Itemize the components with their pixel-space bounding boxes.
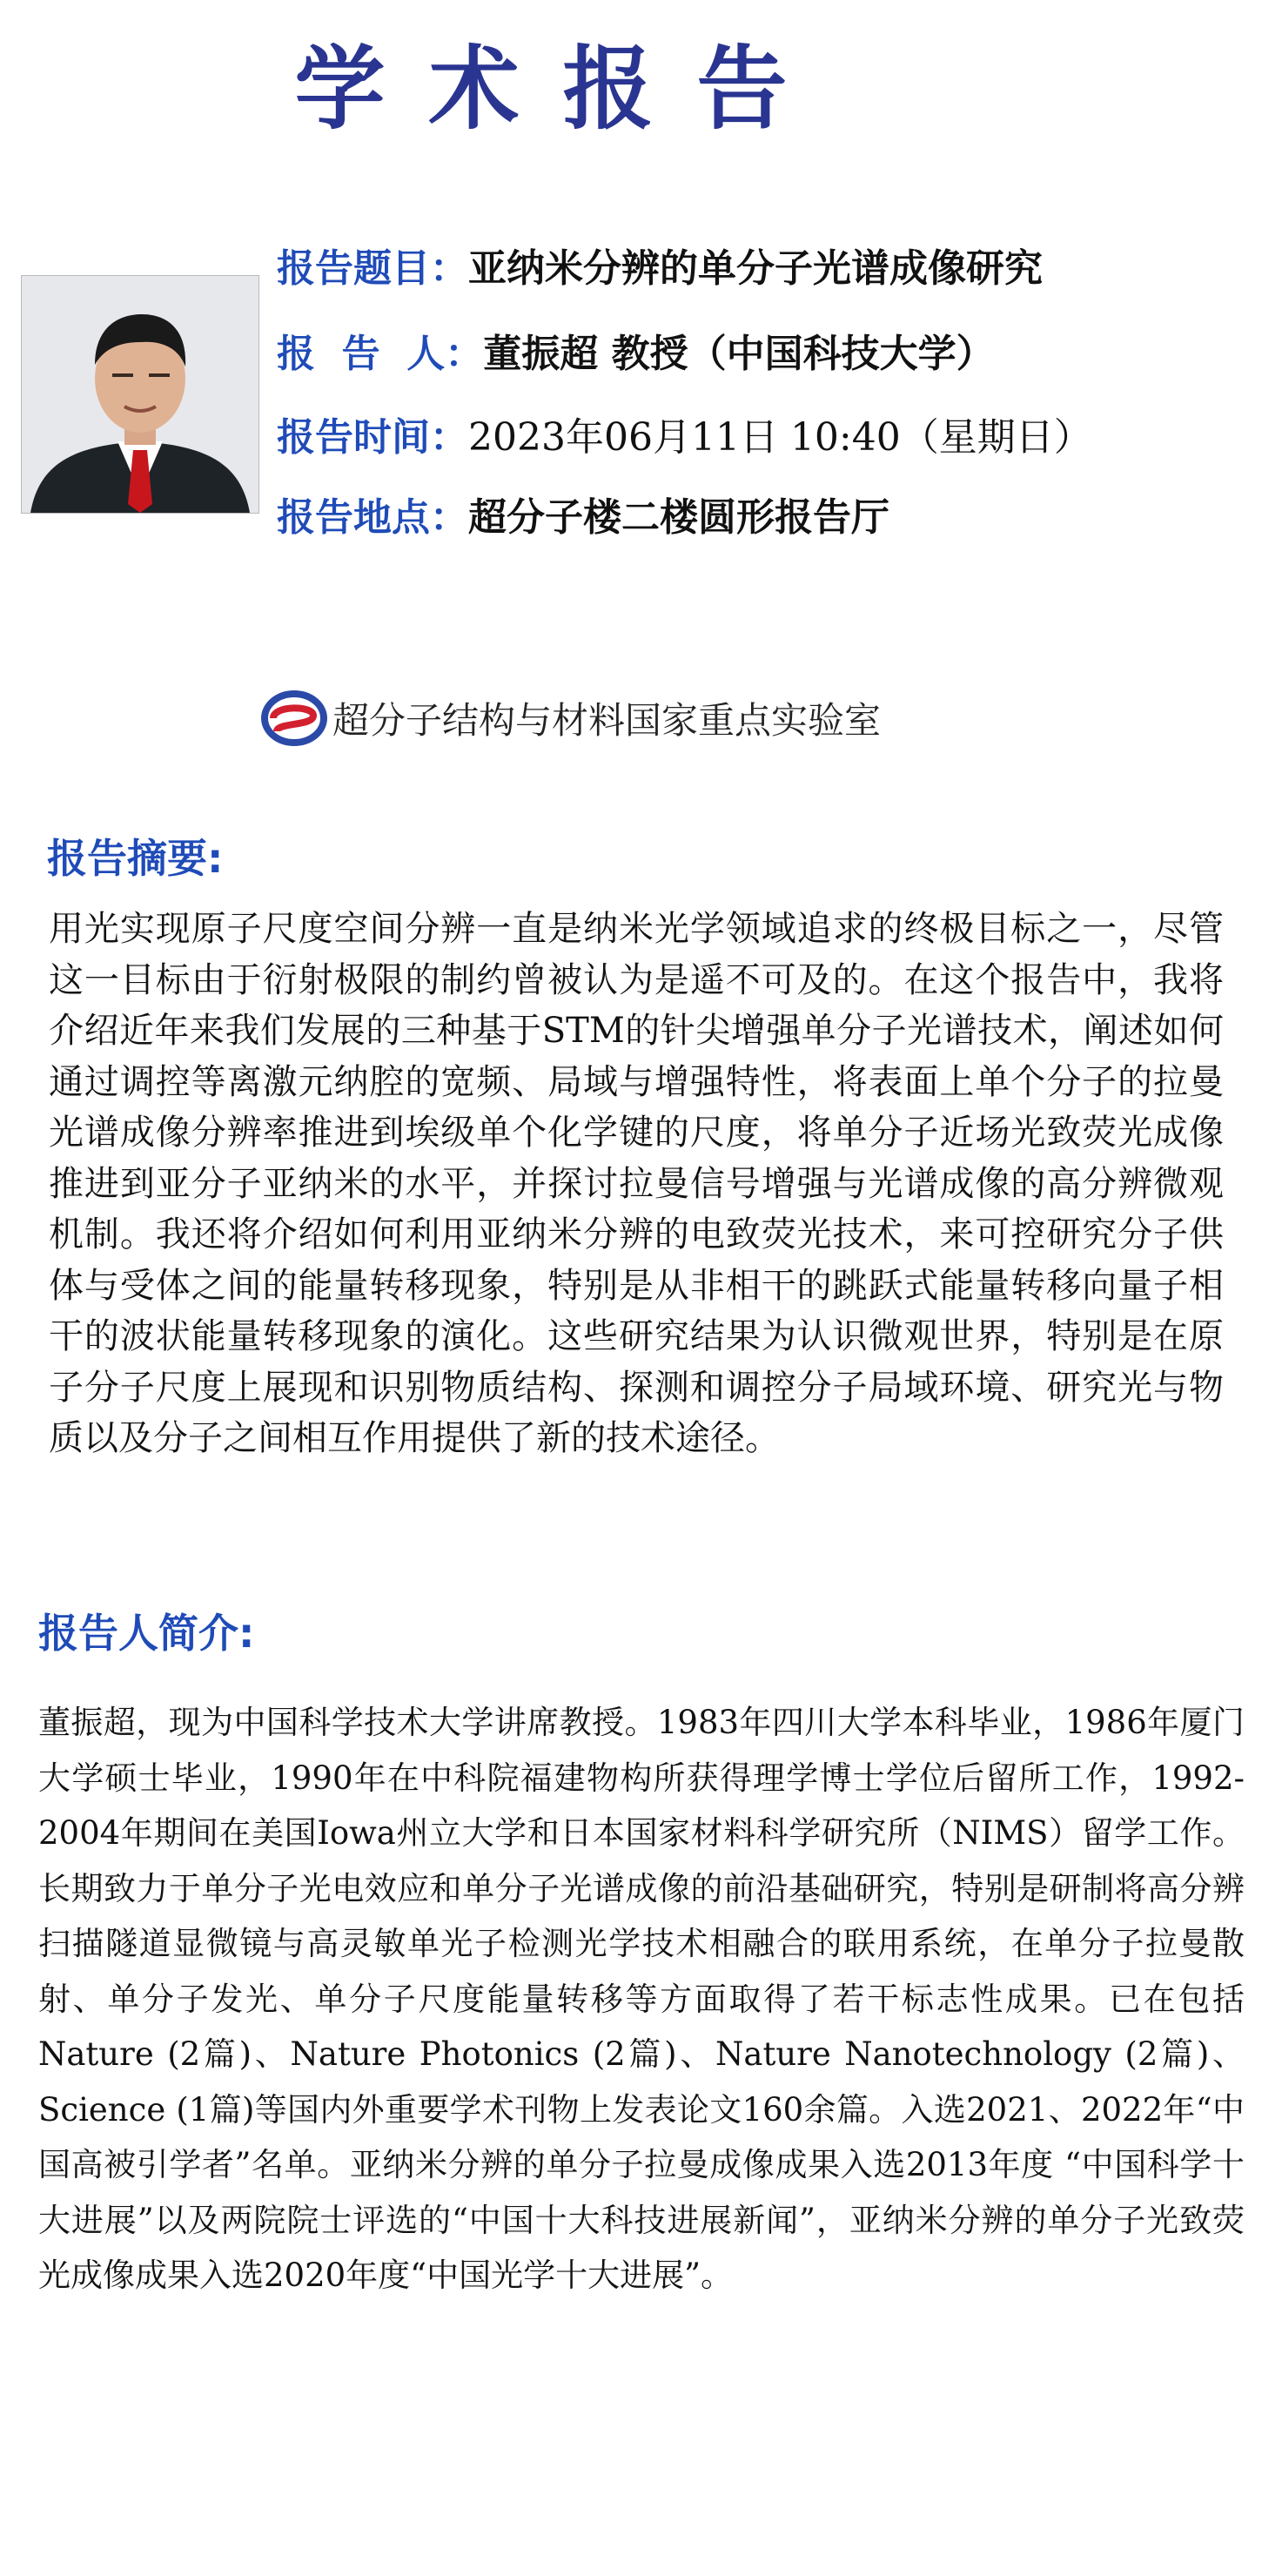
info-location-row <box>277 486 1260 541</box>
info-title-row <box>277 237 1260 293</box>
info-value: 超分子楼二楼圆形报告厅 <box>468 495 889 540</box>
bio-heading: 报告人简介: <box>38 1610 255 1657</box>
info-time-row <box>277 406 1260 461</box>
info-value: 董振超 教授（中国科技大学） <box>483 332 995 376</box>
info-value: 2023年06月11日 10:40（星期日） <box>468 415 1092 460</box>
speaker-portrait-icon <box>22 276 258 513</box>
info-label: 报告时间： <box>277 415 468 460</box>
info-label: 报告地点： <box>277 495 468 540</box>
info-label: 报 告 人： <box>277 332 484 376</box>
info-label: 报告题目： <box>277 246 468 291</box>
lab-name: 超分子结构与材料国家重点实验室 <box>332 699 882 742</box>
bio-text: 董振超，现为中国科学技术大学讲席教授。1983年四川大学本科毕业，1986年厦门大学硕士毕业，1990年在中科院福建物构所获得理学博士学位后留所工作，1992-2004年期间在美国Iowa州立大学和日本国家材料科学研究所（NIMS）留学工作。长期致力于单分子光电效应和单分子光谱成像的前沿基础研究，特别是研制将高分辨扫描隧道显微镜与高灵敏单光子检测光学技术相融合的联用系统，在单分子拉曼散射、单分子发光、单分子尺度能量转移等方面取得了若干标志性成果。已在包括Nature (2篇)、Nature Photonics (2篇)、Nature Nanotechnology (2篇)、Science (1篇)等国内外重要学术刊物上发表论文160余篇。入选2021、2022年“中国高被引学者”名单。亚纳米分辨的单分子拉曼成像成果入选2013年度 “中国科学十大进展”以及两院院士评选的“中国十大科技进展新闻”，亚纳米分辨的单分子光致荧光成像成果入选2020年度“中国光学十大进展”。 <box>38 1704 1245 2294</box>
lab-banner <box>261 688 881 749</box>
abstract-text: 用光实现原子尺度空间分辨一直是纳米光学领域追求的终极目标之一，尽管这一目标由于衍射极限的制约曾被认为是遥不可及的。在这个报告中，我将介绍近年来我们发展的三种基于STM的针尖增强单分子光谱技术，阐述如何通过调控等离激元纳腔的宽频、局域与增强特性，将表面上单个分子的拉曼光谱成像分辨率推进到埃级单个化学键的尺度，将单分子近场光致荧光成像推进到亚分子亚纳米的水平，并探讨拉曼信号增强与光谱成像的高分辨微观机制。我还将介绍如何利用亚纳米分辨的电致荧光技术，来可控研究分子供体与受体之间的能量转移现象，特别是从非相干的跳跃式能量转移向量子相干的波状能量转移现象的演化。这些研究结果为认识微观世界，特别是在原子分子尺度上展现和识别物质结构、探测和调控分子局域环境、研究光与物质以及分子之间相互作用提供了新的技术途径。 <box>49 909 1224 1458</box>
info-value: 亚纳米分辨的单分子光谱成像研究 <box>468 246 1043 291</box>
lab-logo-icon <box>261 689 327 747</box>
abstract-heading: 报告摘要: <box>47 835 224 882</box>
page-title: 学术报告 <box>294 36 831 142</box>
speaker-photo <box>21 275 259 514</box>
info-speaker-row <box>277 322 1260 378</box>
